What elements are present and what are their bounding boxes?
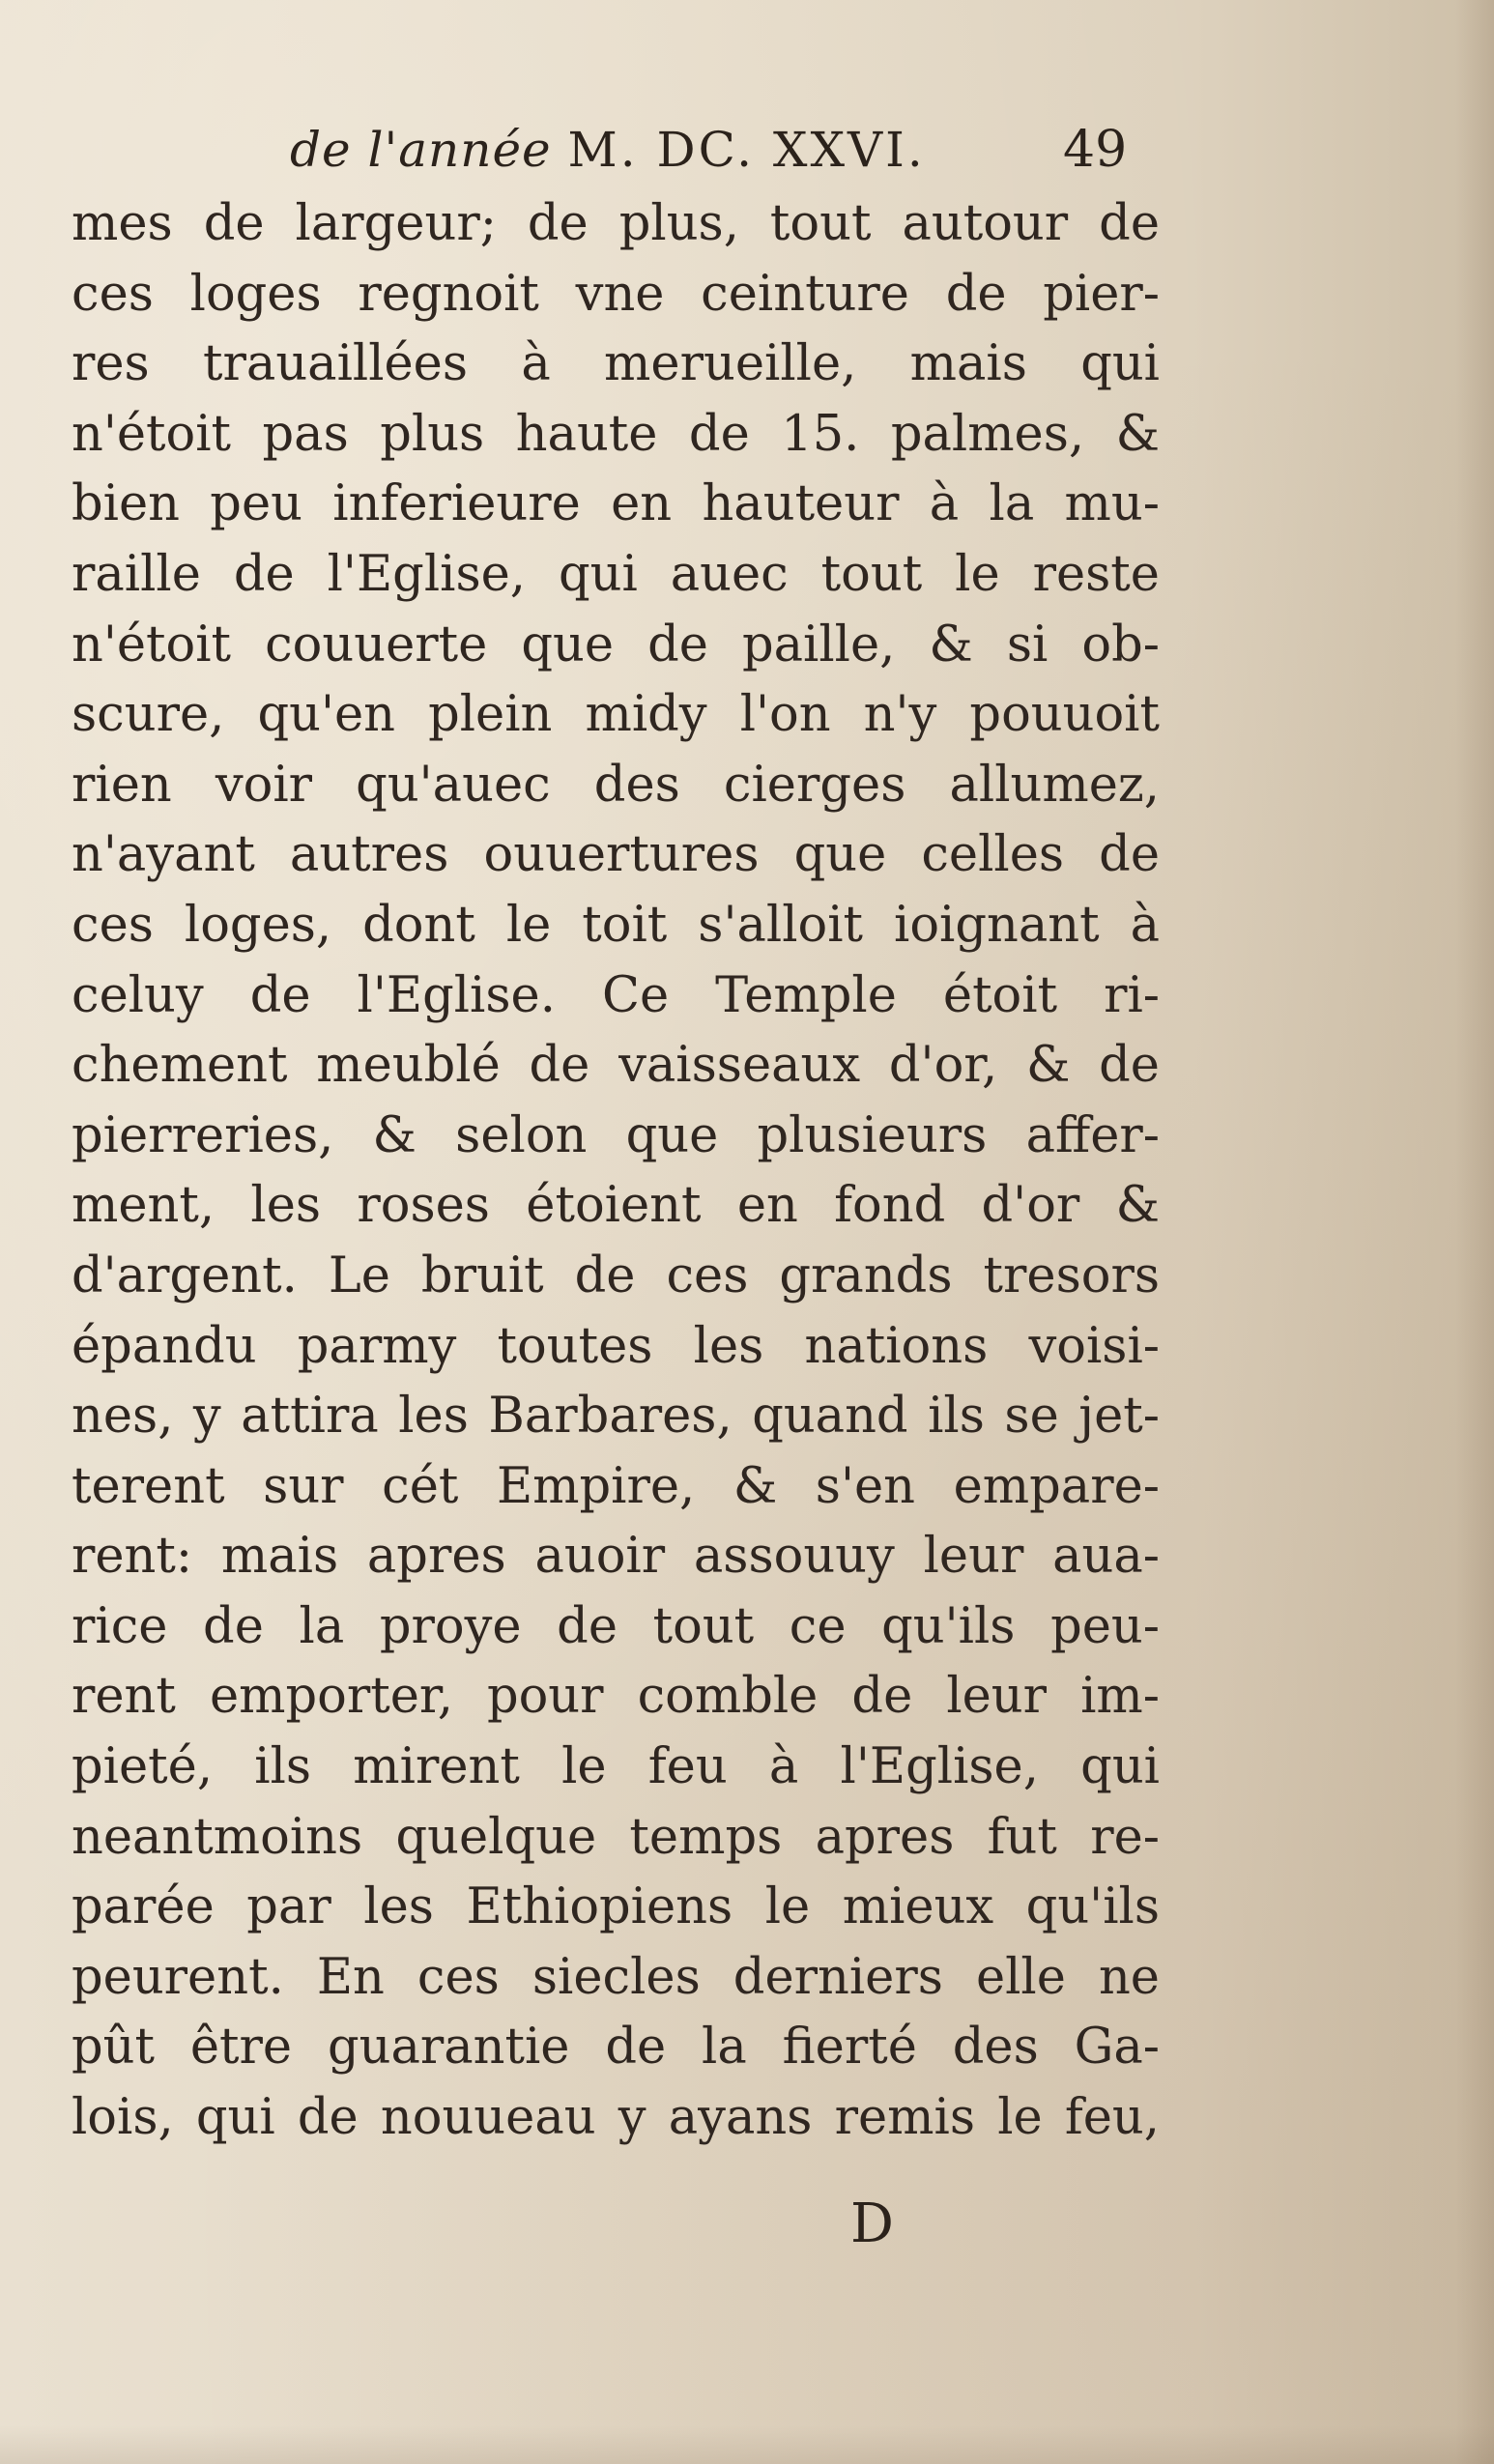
text-line: n'étoit couuerte que de paille, & si ob- [72, 616, 1160, 673]
text-line: chement meublé de vaisseaux d'or, & de [72, 1037, 1160, 1095]
text-line: rien voir qu'auec des cierges allumez, [72, 756, 1160, 814]
running-head-title: de l'année [290, 122, 552, 178]
text-line: neantmoins quelque temps apres fut re- [72, 1808, 1160, 1866]
running-head-year: M. DC. XXVI. [567, 122, 926, 178]
text-line: épandu parmy toutes les nations voisi- [72, 1317, 1160, 1375]
text-line: terent sur cét Empire, & s'en empare- [72, 1457, 1160, 1515]
signature-mark: D [850, 2192, 894, 2255]
text-line: lois, qui de nouueau y ayans remis le feu, [72, 2089, 1160, 2147]
text-line: rent emporter, pour comble de leur im- [72, 1668, 1160, 1726]
text-line: pût être guarantie de la fierté des Ga- [72, 2019, 1160, 2077]
text-line: res trauaillées à merueille, mais qui [72, 335, 1160, 393]
text-line: nes, y attira les Barbares, quand ils se jet- [72, 1388, 1160, 1446]
page-bottom-shadow [0, 2425, 1494, 2464]
text-line: rice de la proye de tout ce qu'ils peu- [72, 1597, 1160, 1655]
text-line: ment, les roses étoient en fond d'or & [72, 1177, 1160, 1235]
text-line: rent: mais apres auoir assouuy leur aua- [72, 1528, 1160, 1586]
text-line: ces loges, dont le toit s'alloit ioignant à [72, 896, 1160, 954]
text-line: bien peu inferieure en hauteur à la mu- [72, 475, 1160, 533]
page-edge-shadow [1455, 0, 1494, 2464]
text-line: ces loges regnoit vne ceinture de pier- [72, 265, 1160, 323]
text-line: parée par les Ethiopiens le mieux qu'ils [72, 1878, 1160, 1936]
text-line: scure, qu'en plein midy l'on n'y pouuoit [72, 686, 1160, 744]
text-line: raille de l'Eglise, qui auec tout le reste [72, 545, 1160, 603]
text-line: mes de largeur; de plus, tout autour de [72, 195, 1160, 252]
text-line: d'argent. Le bruit de ces grands tresors [72, 1246, 1160, 1304]
text-line: pierreries, & selon que plusieurs affer- [72, 1106, 1160, 1164]
page-number: 49 [1063, 121, 1128, 179]
text-line: pieté, ils mirent le feu à l'Eglise, qui [72, 1738, 1160, 1796]
text-line: n'ayant autres ouuertures que celles de [72, 826, 1160, 884]
running-head [290, 116, 1160, 184]
text-line: celuy de l'Eglise. Ce Temple étoit ri- [72, 966, 1160, 1024]
body-text [72, 189, 1160, 2154]
text-line: peurent. En ces siecles derniers elle ne [72, 1948, 1160, 2006]
text-line: n'étoit pas plus haute de 15. palmes, & [72, 405, 1160, 463]
